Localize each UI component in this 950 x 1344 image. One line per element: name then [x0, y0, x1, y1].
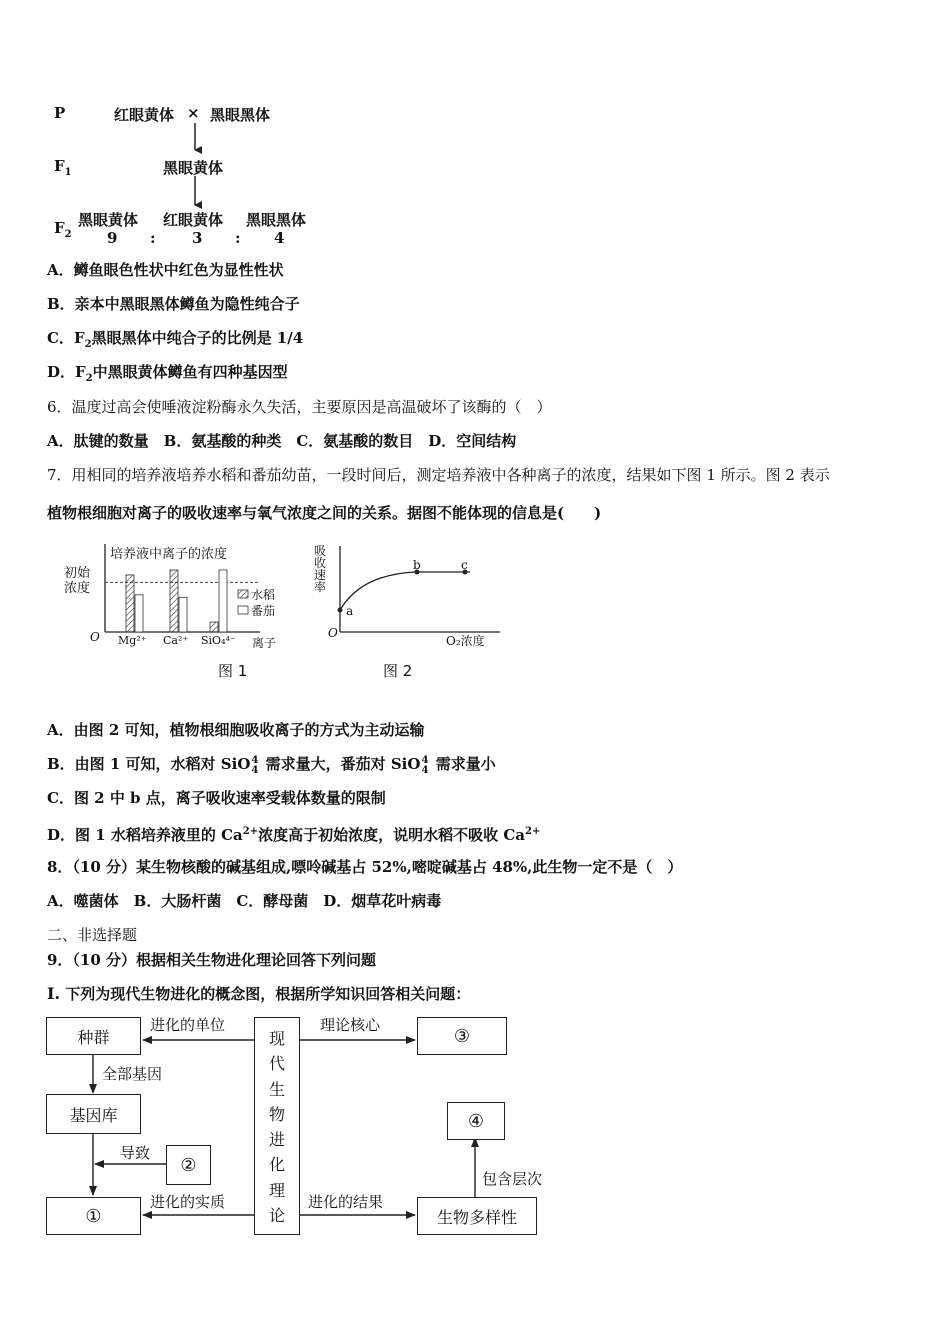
bar-tomato-0	[135, 595, 143, 632]
box-modern-theory	[254, 1017, 300, 1235]
q6-stem: 6．温度过高会使唾液淀粉酶永久失活，主要原因是高温破坏了该酶的（ ）	[47, 398, 552, 416]
f2-ratio-9: 9	[107, 229, 118, 247]
fig1-x-label: 离子	[252, 636, 277, 650]
fig2-label-c: c	[461, 558, 468, 572]
q7-stem-line1: 7．用相同的培养液培养水稻和番茄幼苗，一段时间后，测定培养液中各种离子的浓度，结果如下图 1 所示。图 2 表示	[47, 466, 830, 484]
q5-option-c: C．$F_2$黑眼黑体中纯合子的比例是 1/4	[47, 329, 304, 350]
bar-rice-2	[210, 622, 218, 632]
center-char-5: 进	[268, 1130, 285, 1150]
q7-option-b: B．由图 1 可知，水稻对 SiO 4 4 需求量大，番茄对 SiO 4 4 需求量小	[47, 755, 496, 776]
box-biodiversity: 生物多样性	[417, 1197, 537, 1235]
f2-ratio-3: 3	[192, 229, 203, 247]
p-right-phenotype: 黑眼黑体	[210, 106, 271, 124]
label-levels: 包含层次	[482, 1170, 543, 1188]
center-char-2: 代	[268, 1054, 285, 1074]
center-char-8: 论	[268, 1205, 285, 1225]
q9-stem: 9．（10 分）根据相关生物进化理论回答下列问题	[47, 951, 377, 969]
box-3: ③	[417, 1017, 507, 1055]
center-char-1: 现	[268, 1029, 285, 1049]
p-left-phenotype: 红眼黄体	[114, 106, 175, 124]
f2-ratio-4: 4	[274, 229, 285, 247]
bar-rice-0	[126, 575, 134, 632]
f1-phenotype: 黑眼黄体	[163, 159, 224, 177]
fig1-category-sio4: SiO₄⁴⁻	[201, 634, 236, 647]
box-2: ②	[166, 1145, 211, 1185]
label-evolution-essence: 进化的实质	[150, 1193, 226, 1211]
fig2-point-a	[338, 608, 343, 613]
center-char-3: 生	[268, 1079, 285, 1099]
fig1-legend-rice: 水稻	[251, 588, 276, 602]
fig1-category-mg: Mg²⁺	[118, 634, 147, 647]
cross-diagram	[50, 98, 315, 248]
fig2-y-label-4: 率	[314, 580, 327, 594]
box-gene-pool: 基因库	[46, 1094, 141, 1134]
q8-stem: 8．（10 分）某生物核酸的碱基组成,嘌呤碱基占 52%,嘧啶碱基占 48%,此生物一定不是（ ）	[47, 858, 683, 876]
q7-option-a: A．由图 2 可知，植物根细胞吸收离子的方式为主动运输	[47, 721, 425, 739]
q7-stem-line2: 植物根细胞对离子的吸收速率与氧气浓度之间的关系。据图不能体现的信息是( )	[47, 504, 602, 522]
fig1-legend-tomato: 番茄	[251, 604, 276, 618]
label-evolution-result: 进化的结果	[308, 1193, 384, 1211]
center-char-4: 物	[268, 1104, 285, 1124]
box-1: ①	[46, 1197, 141, 1235]
f1-label: $F_1$	[54, 157, 72, 178]
fig1-y-label-1: 初始	[64, 566, 91, 581]
q9-part1: I. 下列为现代生物进化的概念图，根据所学知识回答相关问题：	[47, 984, 471, 1003]
label-theory-core: 理论核心	[320, 1016, 381, 1034]
q7-option-c: C．图 2 中 b 点，离子吸收速率受载体数量的限制	[47, 789, 386, 807]
figure-1	[60, 540, 300, 685]
fig2-y-label-2: 收	[314, 556, 327, 570]
f2-ratio-colon-1: :	[150, 229, 156, 247]
fig2-y-label-3: 速	[314, 568, 327, 582]
bar-tomato-2	[219, 570, 227, 632]
q8-options: A．噬菌体 B．大肠杆菌 C．酵母菌 D．烟草花叶病毒	[47, 892, 442, 910]
bar-rice-1	[170, 570, 178, 632]
q5-option-a: A．鳟鱼眼色性状中红色为显性性状	[47, 261, 284, 279]
label-all-genes: 全部基因	[102, 1065, 163, 1083]
fig2-origin: O	[328, 626, 338, 640]
center-char-6: 化	[268, 1155, 285, 1175]
label-cause: 导致	[120, 1144, 151, 1162]
legend-rice-swatch	[238, 590, 248, 598]
q7-option-d: D．图 1 水稻培养液里的 $Ca^{2+}$浓度高于初始浓度，说明水稻不吸收 $Ca^{2+}$	[47, 826, 541, 844]
fig1-caption: 图 1	[218, 662, 248, 680]
figure-2	[310, 540, 510, 685]
q5-option-b: B．亲本中黑眼黑体鳟鱼为隐性纯合子	[47, 295, 300, 313]
f2-label: $F_2$	[54, 219, 72, 240]
fig1-title: 培养液中离子的浓度	[110, 547, 228, 562]
legend-tomato-swatch	[238, 606, 248, 614]
f2-phenotype-3: 黑眼黑体	[246, 211, 307, 229]
center-char-7: 理	[268, 1180, 285, 1200]
box-population: 种群	[46, 1017, 141, 1055]
q5-option-d: D．$F_2$中黑眼黄体鳟鱼有四种基因型	[47, 363, 288, 384]
box-4: ④	[447, 1102, 505, 1140]
fig2-label-b: b	[413, 558, 421, 572]
fig1-category-ca: Ca²⁺	[163, 634, 189, 647]
section-2-heading: 二、非选择题	[47, 926, 138, 944]
bar-tomato-1	[179, 597, 187, 632]
fig2-caption: 图 2	[383, 662, 413, 680]
fig2-label-a: a	[346, 604, 354, 618]
label-evolution-unit: 进化的单位	[150, 1016, 226, 1034]
fig2-x-label: O₂浓度	[446, 634, 485, 648]
fig1-y-label-2: 浓度	[64, 581, 91, 596]
concept-map	[40, 1010, 560, 1245]
f2-phenotype-2: 红眼黄体	[163, 211, 224, 229]
q6-options: A．肽键的数量 B．氨基酸的种类 C．氨基酸的数目 D．空间结构	[47, 432, 517, 450]
f2-phenotype-1: 黑眼黄体	[78, 211, 139, 229]
p-label: P	[54, 104, 66, 122]
fig1-origin: O	[90, 630, 100, 644]
f2-ratio-colon-2: :	[235, 229, 241, 247]
cross-sign: ×	[187, 104, 200, 122]
fig2-curve	[340, 572, 470, 610]
fig2-y-label-1: 吸	[314, 544, 327, 558]
